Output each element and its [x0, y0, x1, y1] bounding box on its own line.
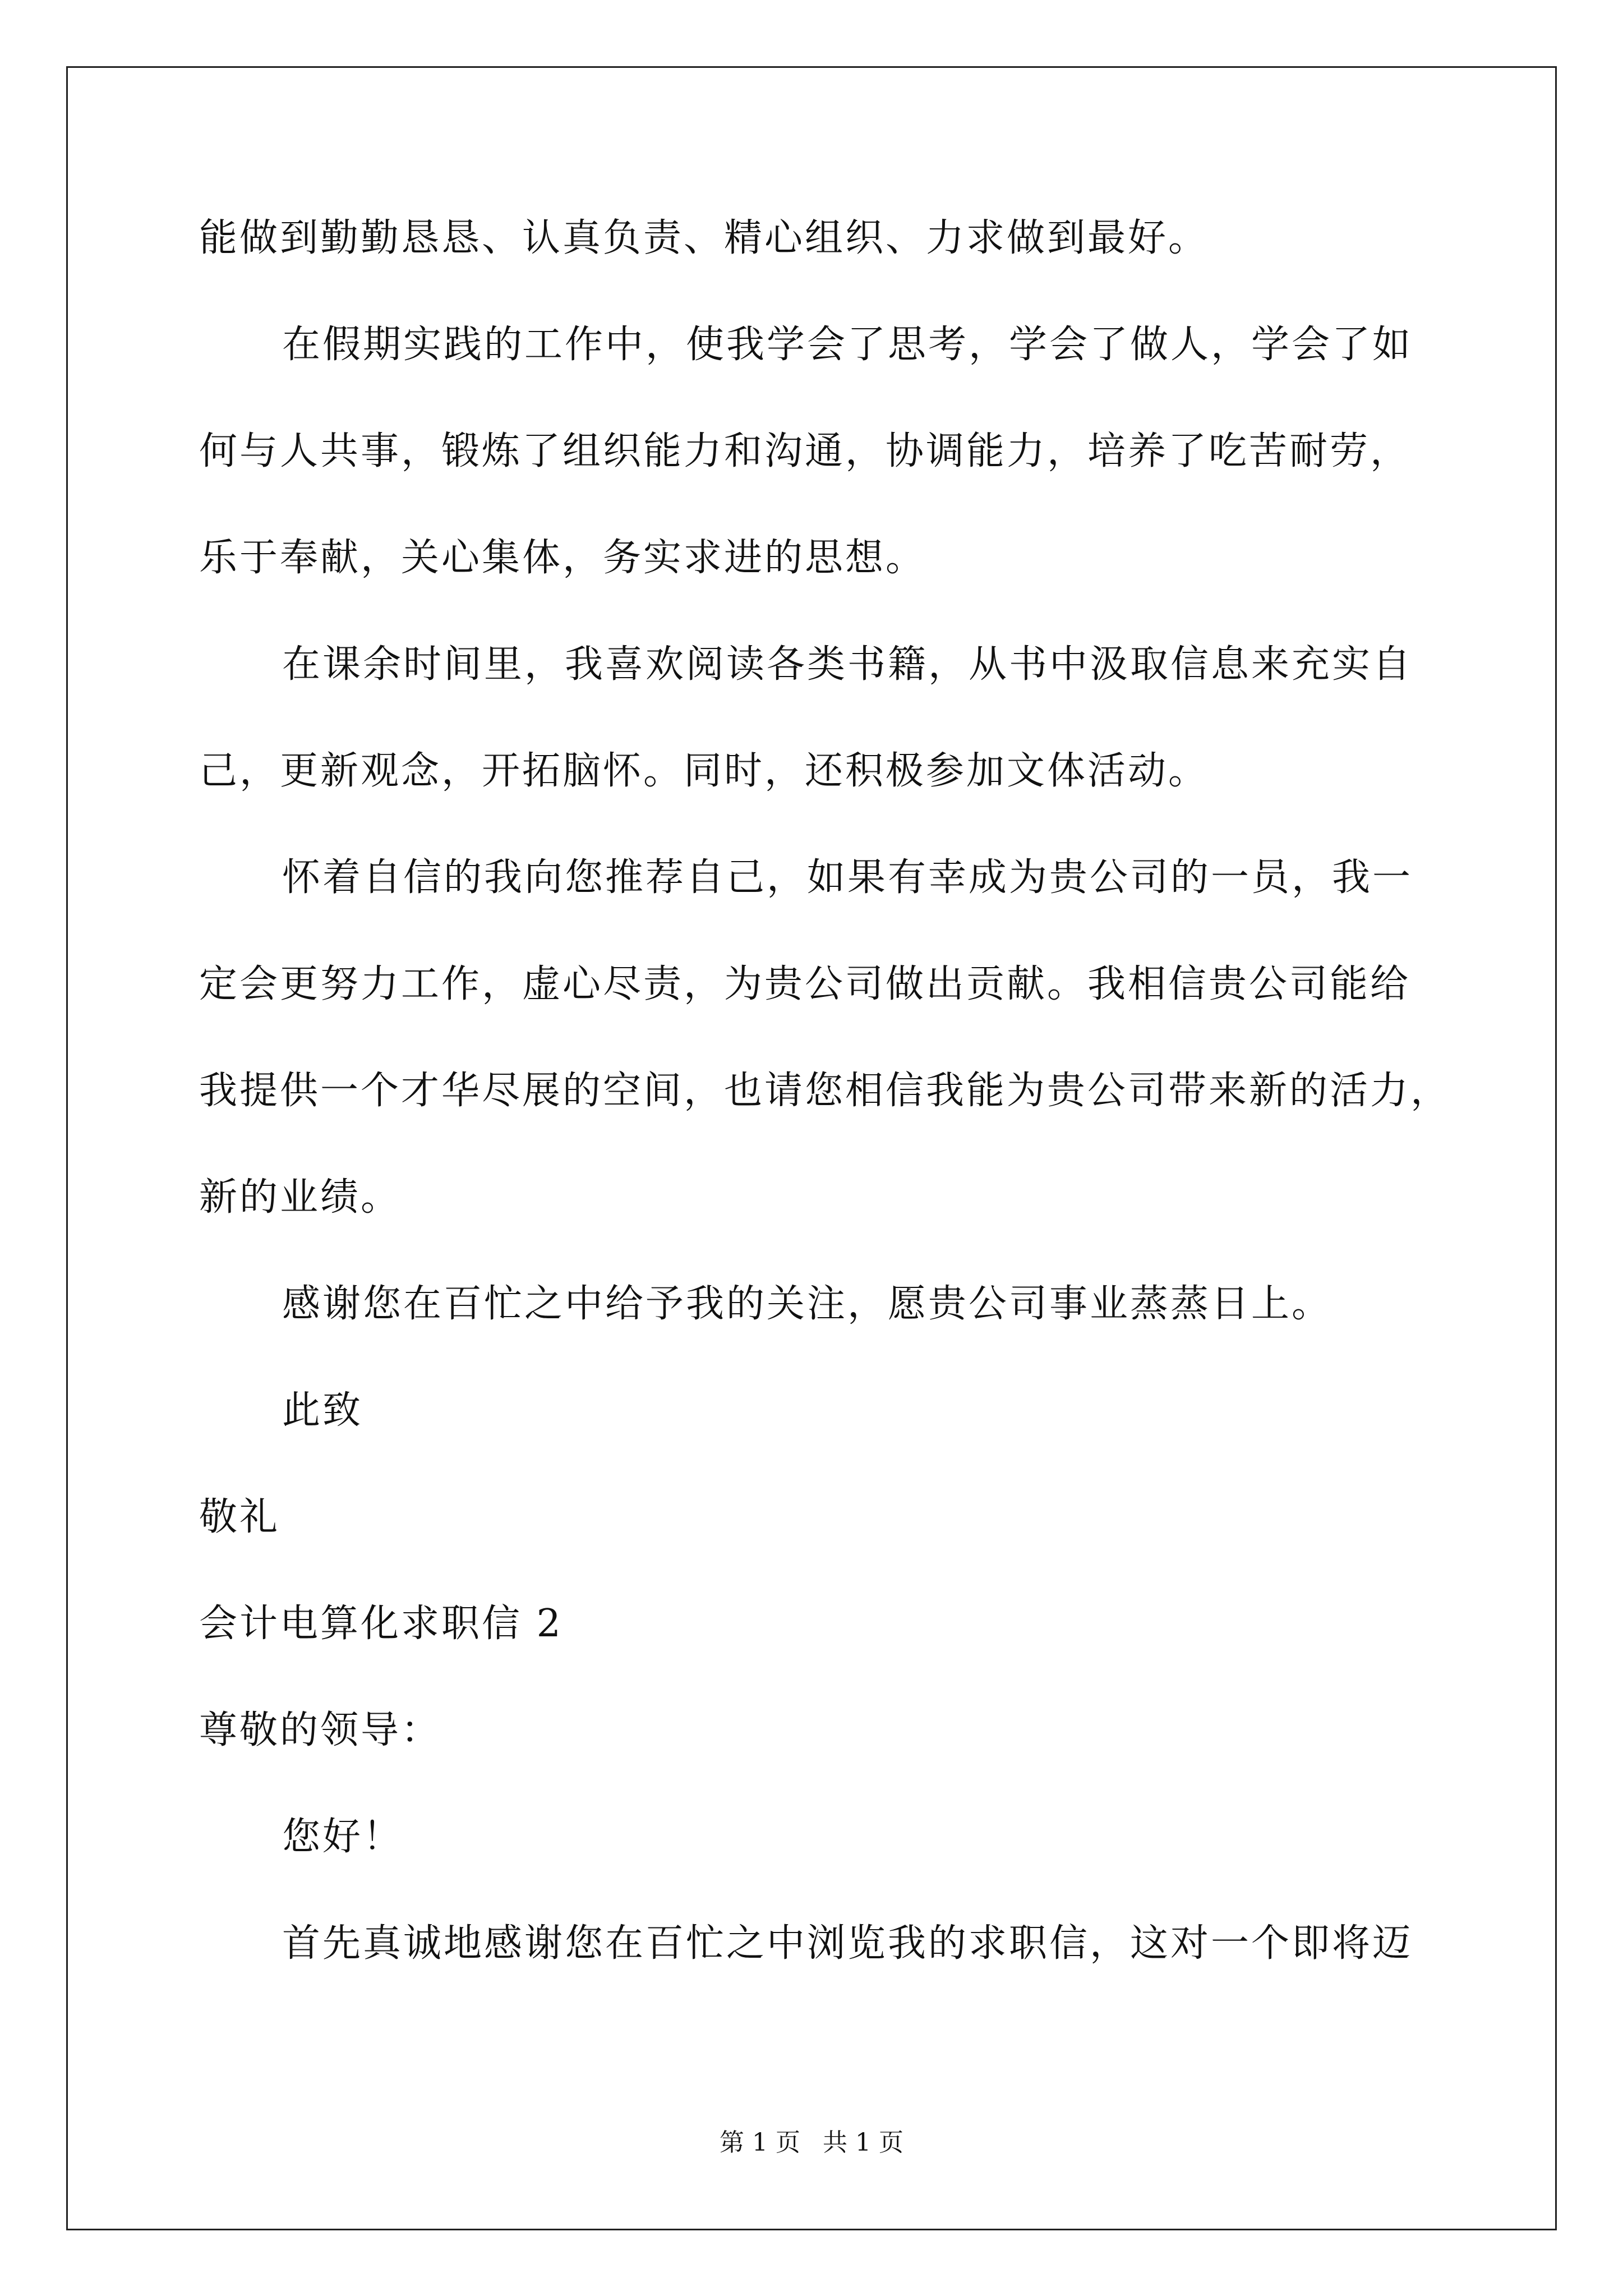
- closing-regards: 敬礼: [199, 1495, 280, 1539]
- greeting: 您好！: [282, 1815, 404, 1859]
- text-line: 怀着自信的我向您推荐自己，如果有幸成为贵公司的一员，我一: [282, 855, 1413, 900]
- text-line: 感谢您在百忙之中给予我的关注，愿贵公司事业蒸蒸日上。: [282, 1282, 1332, 1326]
- text-line: 新的业绩。: [199, 1175, 402, 1220]
- document-body: [199, 185, 1483, 1997]
- page-number-total: 共 1 页: [823, 2128, 903, 2157]
- text-line: 定会更努力工作，虚心尽责，为贵公司做出贡献。我相信贵公司能给: [199, 962, 1411, 1006]
- section-title: 会计电算化求职信 2: [199, 1602, 563, 1646]
- closing-salutation: 此致: [282, 1388, 363, 1433]
- text-line: 能做到勤勤恳恳、认真负责、精心组织、力求做到最好。: [199, 216, 1209, 260]
- text-line: 在假期实践的工作中，使我学会了思考，学会了做人，学会了如: [282, 323, 1413, 367]
- text-line: 在课余时间里，我喜欢阅读各类书籍，从书中汲取信息来充实自: [282, 642, 1413, 687]
- text-line: 何与人共事，锻炼了组织能力和沟通，协调能力，培养了吃苦耐劳，: [199, 429, 1411, 473]
- text-line: 己，更新观念，开拓脑怀。同时，还积极参加文体活动。: [199, 749, 1209, 793]
- salutation: 尊敬的领导：: [199, 1708, 442, 1752]
- page-footer: [0, 2126, 1623, 2160]
- page-number-current: 第 1 页: [720, 2128, 800, 2157]
- text-line: 首先真诚地感谢您在百忙之中浏览我的求职信，这对一个即将迈: [282, 1921, 1413, 1966]
- text-line: 乐于奉献，关心集体，务实求进的思想。: [199, 536, 926, 580]
- text-line: 我提供一个才华尽展的空间，也请您相信我能为贵公司带来新的活力，: [199, 1069, 1451, 1113]
